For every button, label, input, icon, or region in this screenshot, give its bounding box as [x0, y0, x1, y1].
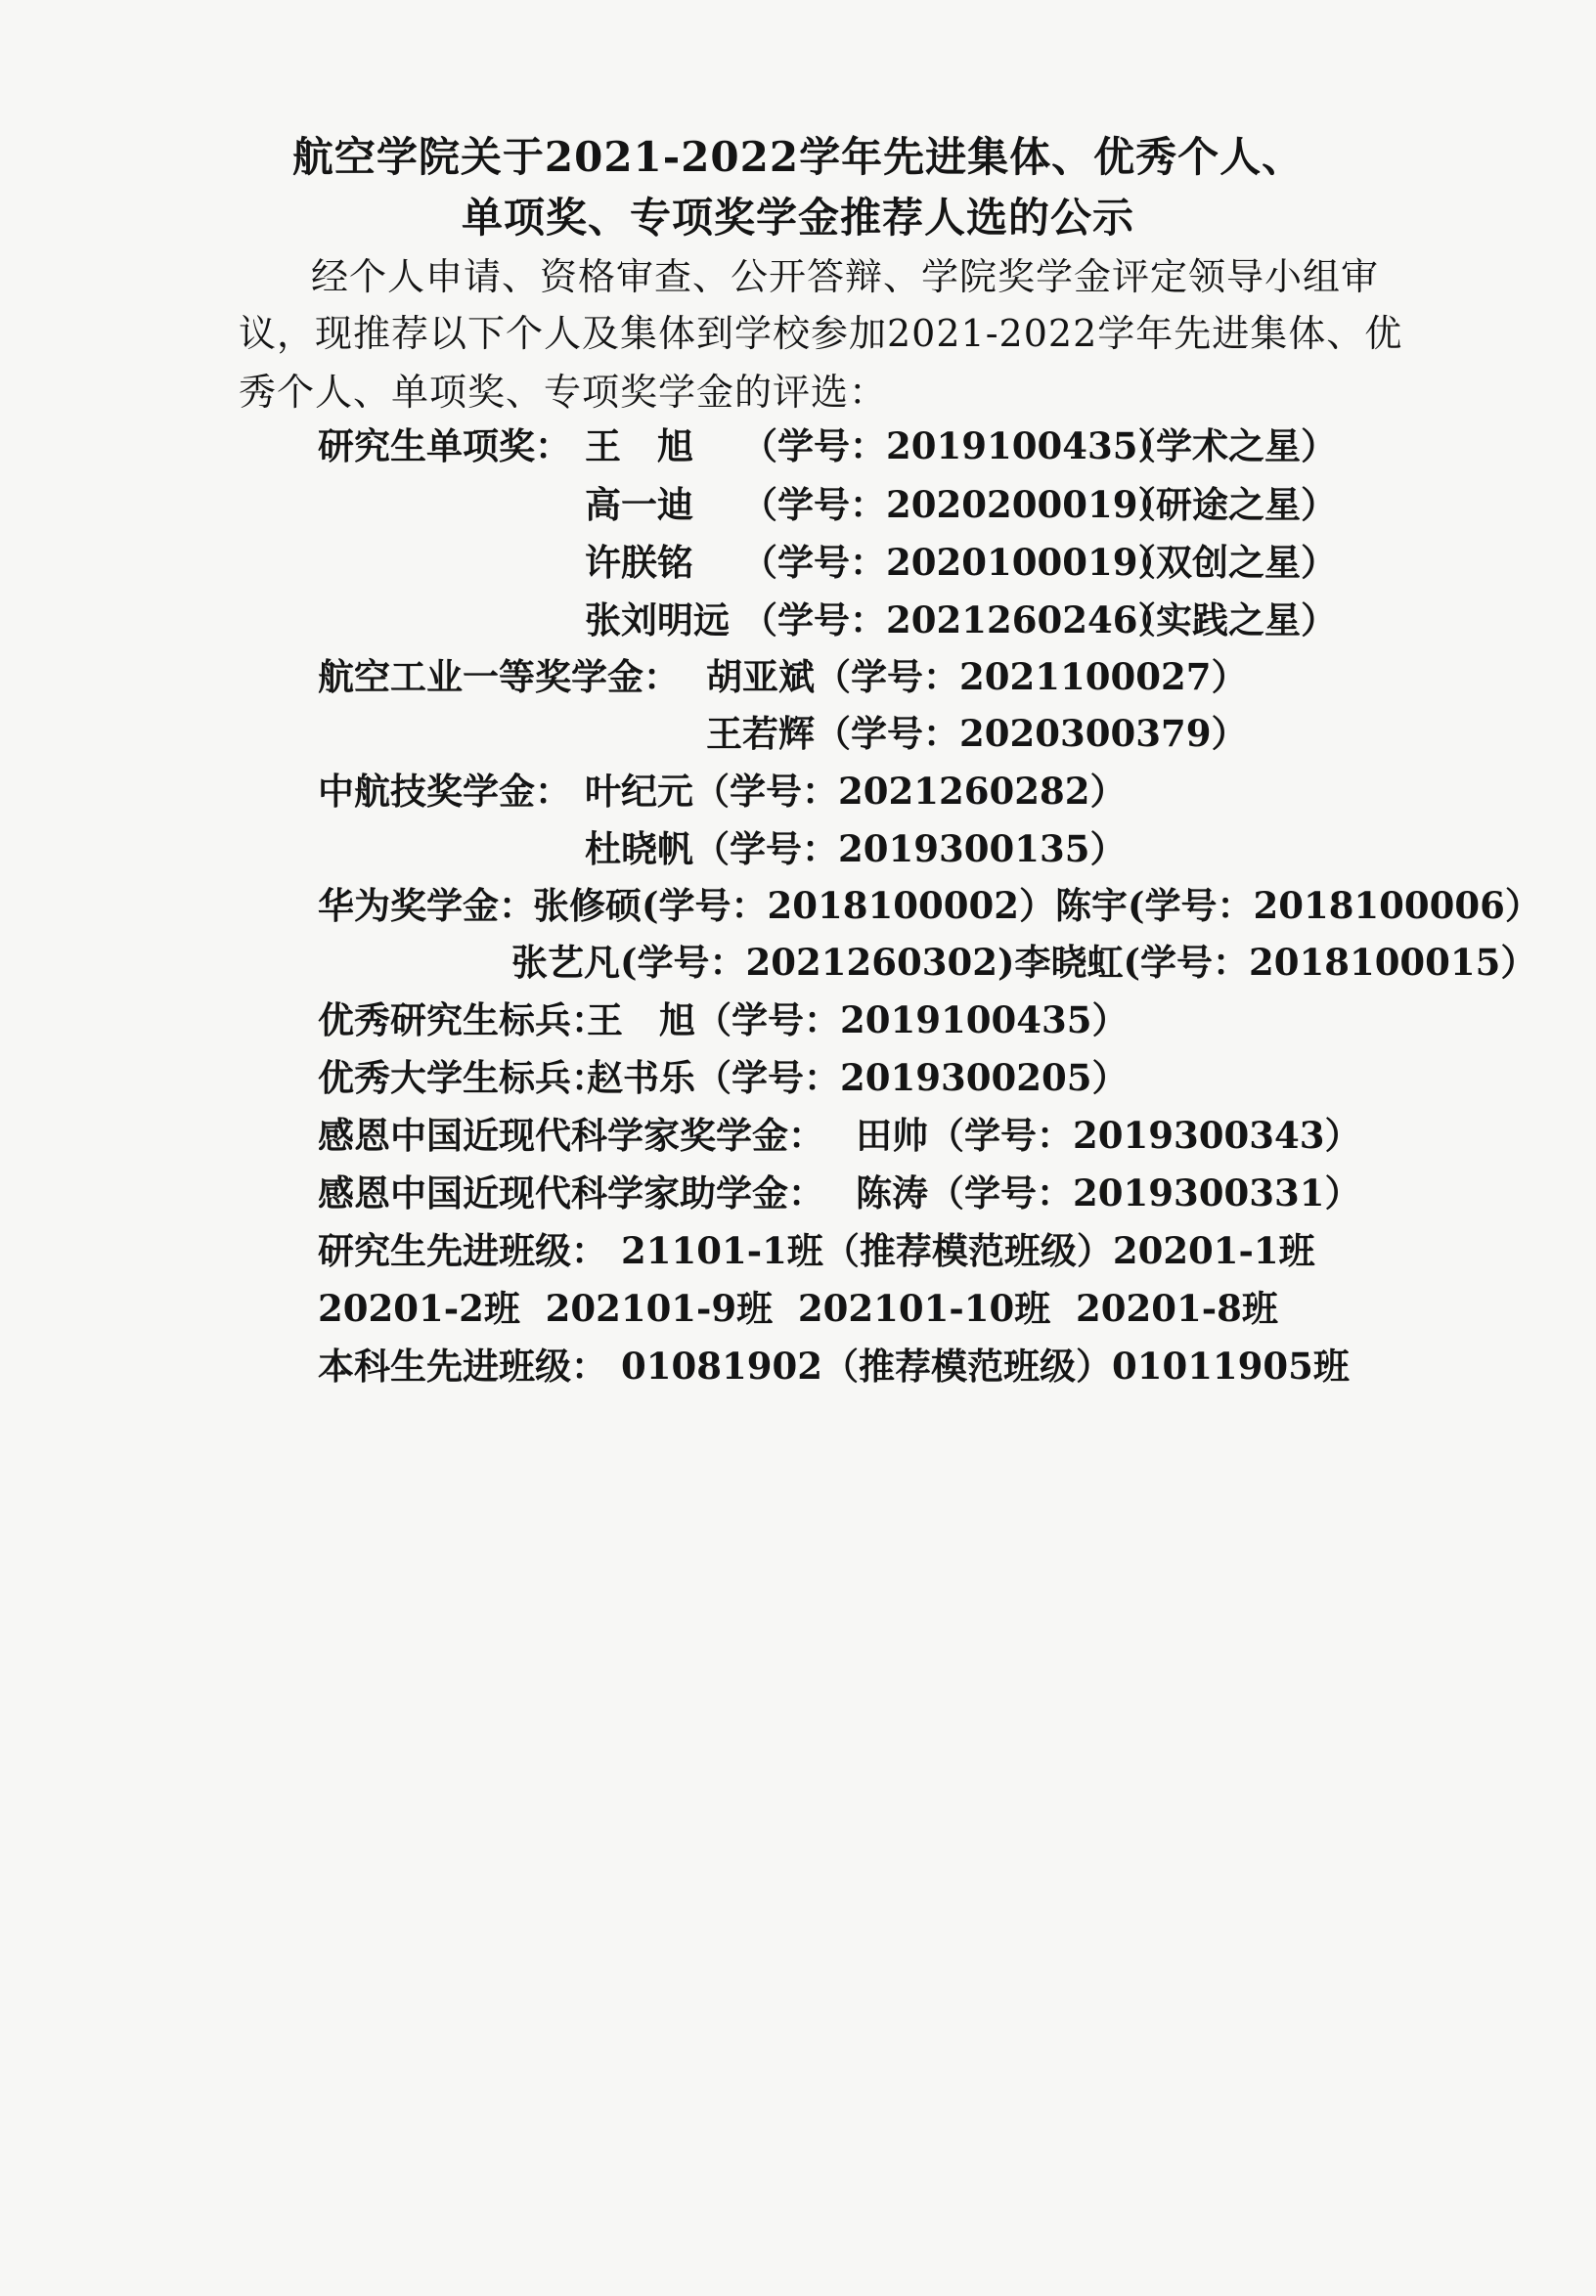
avic-tech-label: 中航技奖学金：: [318, 770, 571, 813]
graduate-single-name-1: 王 旭: [585, 424, 693, 467]
aviation-first-label: 航空工业一等奖学金：: [318, 655, 680, 698]
huawei-label: 华为奖学金：: [318, 884, 535, 927]
outstanding-undergraduate-value: 赵书乐（学号：2019300205）: [587, 1056, 1129, 1099]
graduate-single-title-3: （双创之星）: [1120, 541, 1337, 584]
outstanding-undergraduate-label: 优秀大学生标兵：: [318, 1056, 607, 1099]
notice-title-line2: 单项奖、专项奖学金推荐人选的公示: [461, 194, 1134, 242]
graduate-single-id-1: （学号：2019100435）: [741, 424, 1175, 467]
graduate-classes-line1: 21101-1班（推荐模范班级）20201-1班: [621, 1229, 1315, 1272]
graduate-single-title-2: （研途之星）: [1120, 483, 1337, 526]
aviation-first-entry-1: 胡亚斌（学号：2021100027）: [706, 655, 1248, 698]
aviation-first-entry-2: 王若辉（学号：2020300379）: [706, 712, 1248, 755]
graduate-single-name-3: 许朕铭: [585, 541, 693, 584]
graduate-classes-label: 研究生先进班级：: [318, 1229, 607, 1272]
graduate-single-id-4: （学号：2021260246）: [741, 598, 1175, 641]
graduate-single-name-4: 张刘明远: [585, 598, 730, 641]
scientists-scholarship-label: 感恩中国近现代科学家奖学金：: [318, 1114, 824, 1157]
scientists-grant-value: 陈涛（学号：2019300331）: [856, 1171, 1361, 1214]
outstanding-graduate-value: 王 旭（学号：2019100435）: [587, 998, 1129, 1041]
huawei-line1: 张修硕(学号：2018100002）陈宇(学号：2018100006）: [533, 884, 1541, 927]
undergraduate-classes-label: 本科生先进班级：: [318, 1345, 607, 1388]
undergraduate-classes-value: 01081902（推荐模范班级）01011905班: [621, 1345, 1350, 1388]
scientists-scholarship-value: 田帅（学号：2019300343）: [856, 1114, 1361, 1157]
graduate-single-title-1: （学术之星）: [1120, 424, 1337, 467]
avic-tech-entry-2: 杜晓帆（学号：2019300135）: [585, 827, 1127, 870]
scientists-grant-label: 感恩中国近现代科学家助学金：: [318, 1171, 824, 1214]
intro-line1: 经个人申请、资格审查、公开答辩、学院奖学金评定领导小组审: [311, 255, 1380, 298]
graduate-single-id-3: （学号：2020100019）: [741, 541, 1175, 584]
graduate-single-label: 研究生单项奖：: [318, 424, 571, 467]
graduate-single-id-2: （学号：2020200019）: [741, 483, 1175, 526]
avic-tech-entry-1: 叶纪元（学号：2021260282）: [585, 770, 1127, 813]
intro-line3: 秀个人、单项奖、专项奖学金的评选：: [239, 371, 888, 414]
notice-title-line1: 航空学院关于2021-2022学年先进集体、优秀个人、: [291, 133, 1305, 181]
huawei-line2: 张艺凡(学号：2021260302)李晓虹(学号：2018100015）: [511, 941, 1537, 984]
graduate-classes-line2: 20201-2班 202101-9班 202101-10班 20201-8班: [318, 1287, 1278, 1330]
outstanding-graduate-label: 优秀研究生标兵：: [318, 998, 607, 1041]
graduate-single-title-4: （实践之星）: [1120, 598, 1337, 641]
intro-line2: 议，现推荐以下个人及集体到学校参加2021-2022学年先进集体、优: [239, 312, 1403, 355]
graduate-single-name-2: 高一迪: [585, 483, 693, 526]
